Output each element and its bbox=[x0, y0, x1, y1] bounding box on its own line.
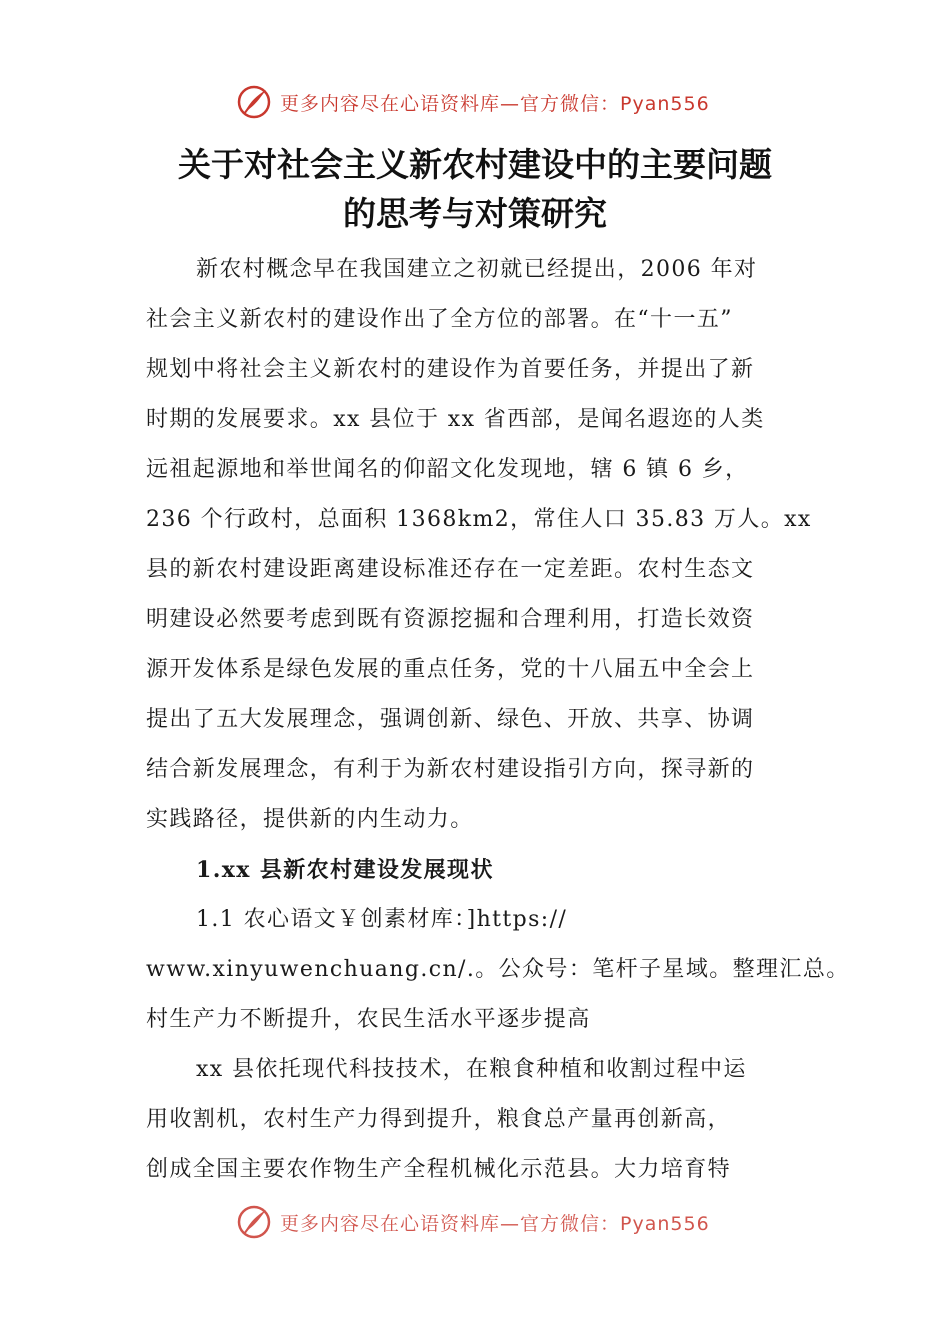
subsection-heading-cont: 村生产力不断提升，农民生活水平逐步提高 bbox=[146, 1007, 591, 1032]
body-line: 规划中将社会主义新农村的建设作为首要任务，并提出了新 bbox=[146, 357, 755, 382]
body-line: 源开发体系是绿色发展的重点任务，党的十八届五中全会上 bbox=[146, 657, 755, 682]
body-line: 时期的发展要求。xx 县位于 xx 省西部，是闻名遐迩的人类 bbox=[146, 407, 765, 432]
subsection-heading: 1.1 农心语文￥创素材库：]https:// bbox=[196, 907, 568, 932]
body-line: 新农村概念早在我国建立之初就已经提出，2006 年对 bbox=[196, 257, 758, 282]
body-line: 用收割机，农村生产力得到提升，粮食总产量再创新高， bbox=[146, 1107, 732, 1132]
body-line: 社会主义新农村的建设作出了全方位的部署。在“十一五” bbox=[146, 307, 733, 332]
body-line: 创成全国主要农作物生产全程机械化示范县。大力培育特 bbox=[146, 1157, 732, 1182]
section-heading: 1.xx 县新农村建设发展现状 bbox=[196, 857, 494, 883]
quill-logo-icon bbox=[236, 1204, 272, 1240]
watermark-text: 更多内容尽在心语资料库—官方微信：Pyan556 bbox=[280, 1212, 710, 1235]
body-line: 远祖起源地和举世闻名的仰韶文化发现地，辖 6 镇 6 乡， bbox=[146, 457, 749, 482]
watermark-header bbox=[236, 82, 710, 122]
body-line: 236 个行政村，总面积 1368km2，常住人口 35.83 万人。xx bbox=[146, 507, 812, 532]
body-line: 县的新农村建设距离建设标准还存在一定差距。农村生态文 bbox=[146, 557, 755, 582]
document-title bbox=[120, 140, 830, 238]
body-line: 结合新发展理念，有利于为新农村建设指引方向，探寻新的 bbox=[146, 757, 755, 782]
source-link-line: www.xinyuwenchuang.cn/.。公众号：笔杆子星域。整理汇总。 bbox=[146, 957, 850, 982]
quill-logo-icon bbox=[236, 84, 272, 120]
body-line: 提出了五大发展理念，强调创新、绿色、开放、共享、协调 bbox=[146, 707, 755, 732]
body-line: 明建设必然要考虑到既有资源挖掘和合理利用，打造长效资 bbox=[146, 607, 755, 632]
title-line-2: 的思考与对策研究 bbox=[343, 194, 607, 233]
title-line-1: 关于对社会主义新农村建设中的主要问题 bbox=[178, 145, 772, 184]
watermark-text: 更多内容尽在心语资料库—官方微信：Pyan556 bbox=[280, 92, 710, 115]
watermark-footer bbox=[236, 1202, 710, 1242]
body-line: xx 县依托现代科技技术，在粮食种植和收割过程中运 bbox=[196, 1057, 747, 1082]
body-line: 实践路径，提供新的内生动力。 bbox=[146, 807, 474, 832]
